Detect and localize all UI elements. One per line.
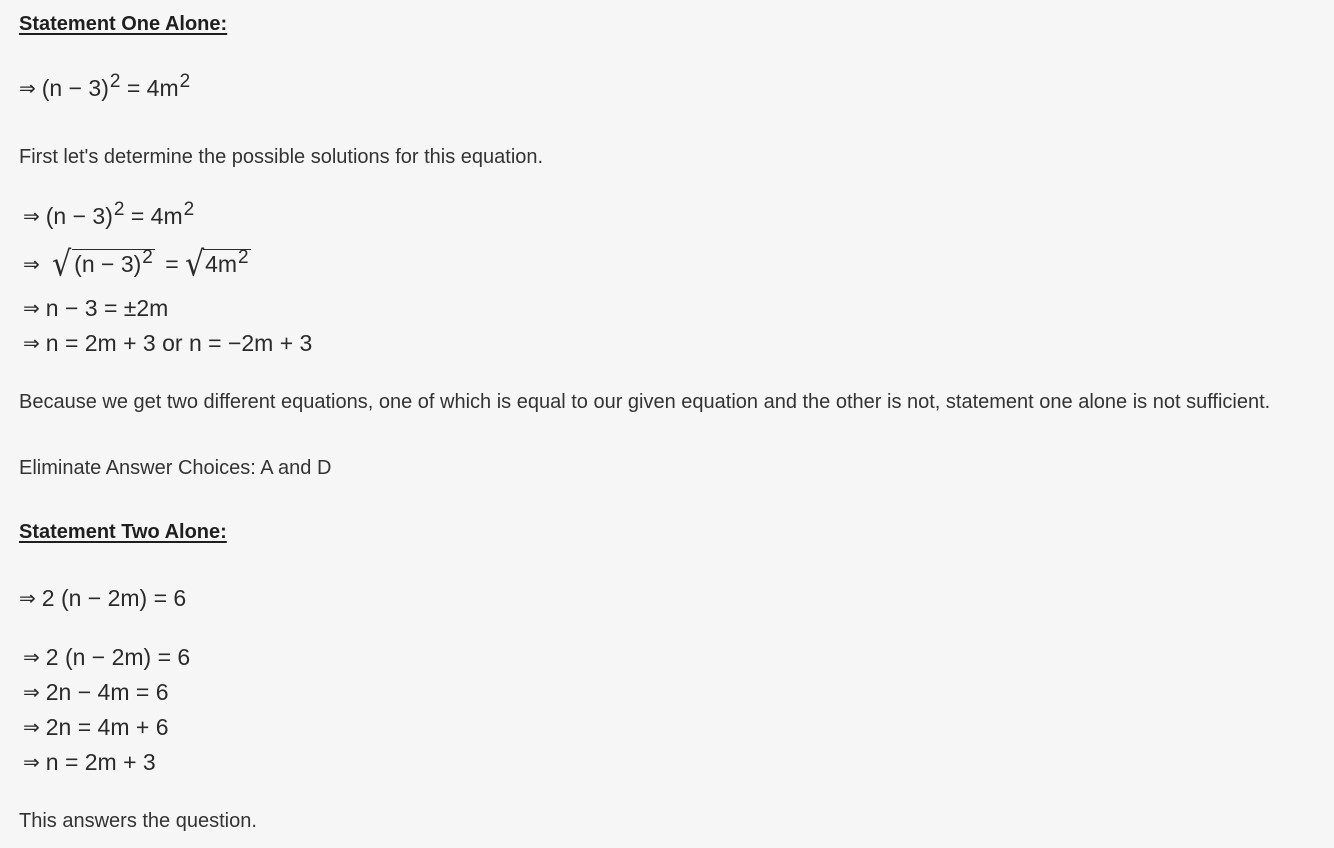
statement-one-step-3 <box>23 297 168 320</box>
radical-sign: √ <box>52 244 72 285</box>
radical-sign: √ <box>185 244 205 285</box>
square-root-left <box>52 244 155 285</box>
statement-one-step-1 <box>23 199 195 229</box>
implies-arrow: ⇒ <box>23 296 40 320</box>
implies-arrow: ⇒ <box>23 252 40 276</box>
statement-two-step-4 <box>23 751 156 774</box>
statement-one-step-2 <box>23 244 255 285</box>
statement-two-step-1 <box>23 646 190 669</box>
equation-text: n = 2m + 3 or n = −2m + 3 <box>45 330 313 356</box>
equation-rhs: = 4m <box>130 203 183 229</box>
statement-one-eliminate: Eliminate Answer Choices: A and D <box>19 457 332 479</box>
equation-lhs-exponent: 2 <box>109 71 121 92</box>
square-root-right <box>185 244 251 285</box>
equation-text: 2n − 4m = 6 <box>45 679 169 705</box>
implies-arrow: ⇒ <box>23 680 40 704</box>
implies-arrow: ⇒ <box>23 331 40 355</box>
statement-one-conclusion: Because we get two different equations, one of which is equal to our given equation and the other is not, statement one alone is not sufficient. <box>19 391 1271 413</box>
equation-text: n − 3 = ±2m <box>45 295 169 321</box>
statement-one-heading: Statement One Alone: <box>19 13 228 35</box>
implies-arrow: ⇒ <box>23 204 40 228</box>
statement-two-conclusion: This answers the question. <box>19 810 257 832</box>
equals-sign: = <box>165 251 179 277</box>
implies-arrow: ⇒ <box>23 750 40 774</box>
statement-one-step-4 <box>23 332 312 355</box>
equation-text: 2 (n − 2m) = 6 <box>41 585 187 611</box>
equation-rhs-exponent: 2 <box>183 199 195 220</box>
radicand-right: $4m^2$ <box>205 247 249 277</box>
statement-two-step-2 <box>23 681 169 704</box>
statement-two-step-3 <box>23 716 169 739</box>
implies-arrow: ⇒ <box>19 586 36 610</box>
statement-two-premise <box>19 587 186 610</box>
implies-arrow: ⇒ <box>23 715 40 739</box>
statement-one-premise <box>19 71 191 101</box>
equation-lhs-exponent: 2 <box>113 199 125 220</box>
equation-text: 2n = 4m + 6 <box>45 714 169 740</box>
equation-text: 2 (n − 2m) = 6 <box>45 644 191 670</box>
statement-two-heading: Statement Two Alone: <box>19 521 227 543</box>
equation-rhs-exponent: 2 <box>179 71 191 92</box>
implies-arrow: ⇒ <box>19 76 36 100</box>
equation-lhs-base: (n − 3) <box>45 203 113 229</box>
equation-lhs-base: (n − 3) <box>41 75 109 101</box>
equation-rhs: = 4m <box>126 75 179 101</box>
statement-one-intro: First let's determine the possible solutions for this equation. <box>19 146 544 168</box>
radicand-left: $(n - 3)^2$ <box>74 247 153 277</box>
equation-text: n = 2m + 3 <box>45 749 156 775</box>
implies-arrow: ⇒ <box>23 645 40 669</box>
